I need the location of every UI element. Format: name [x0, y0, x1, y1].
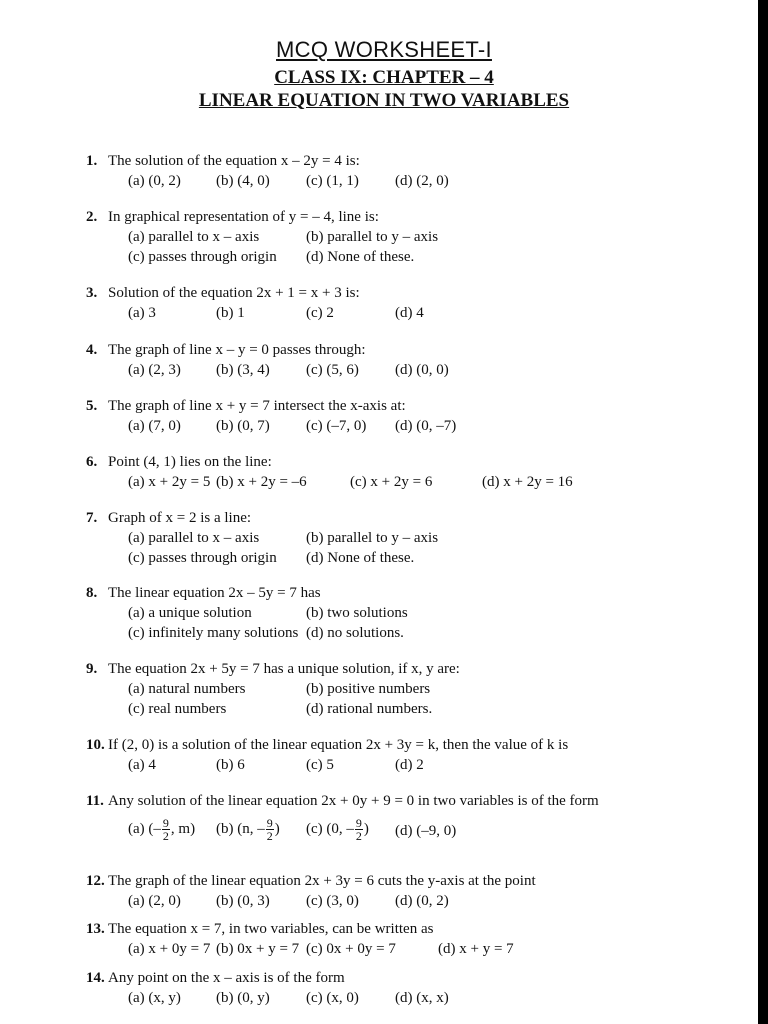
option-c: (c) real numbers: [128, 701, 227, 717]
option-d: (d) None of these.: [306, 249, 415, 265]
option-a: (a) 4: [128, 757, 156, 773]
option-b: (b) 1: [216, 305, 245, 321]
option-suffix: , m): [170, 820, 196, 837]
option-b: (b) 0x + y = 7: [216, 941, 300, 957]
question-text: The solution of the equation x – 2y = 4 is:: [108, 153, 360, 169]
option-a: (a) (0, 2): [128, 173, 181, 189]
denominator: 2: [266, 829, 273, 843]
option-label: (b) (n,: [216, 820, 258, 837]
denominator: 2: [162, 829, 169, 843]
question-2: [86, 209, 746, 265]
option-d: (d) 4: [395, 305, 424, 321]
option-a: (a) 3: [128, 305, 156, 321]
question-number: 11.: [86, 793, 104, 809]
option-a: (a) (7, 0): [128, 418, 181, 434]
question-9: [86, 661, 746, 717]
question-3: [86, 285, 746, 341]
question-6: [86, 454, 746, 510]
question-text: Any point on the x – axis is of the form: [108, 970, 345, 986]
question-number: 14.: [86, 970, 105, 986]
question-text: The equation x = 7, in two variables, can be written as: [108, 921, 434, 937]
fraction: [266, 817, 274, 842]
option-d: (d) (0, 0): [395, 362, 449, 378]
option-d: (d) x + 2y = 16: [482, 474, 573, 490]
question-text: Point (4, 1) lies on the line:: [108, 454, 272, 470]
question-number: 13.: [86, 921, 105, 937]
question-4: [86, 342, 746, 398]
option-c: (c) (–7, 0): [306, 418, 367, 434]
option-a: [128, 817, 195, 842]
question-number: 6.: [86, 454, 98, 470]
numerator: 9: [355, 816, 362, 830]
option-b: [216, 817, 280, 842]
option-c: [306, 817, 369, 842]
option-suffix: ): [363, 820, 369, 837]
denominator: 2: [355, 829, 362, 843]
numerator: 9: [162, 816, 169, 830]
option-a: (a) (x, y): [128, 990, 181, 1006]
option-c: (c) passes through origin: [128, 249, 277, 265]
option-c: (c) (x, 0): [306, 990, 359, 1006]
option-b: (b) two solutions: [306, 605, 408, 621]
question-number: 1.: [86, 153, 98, 169]
question-1: [86, 153, 746, 209]
question-13: [86, 921, 746, 977]
minus-sign: –: [257, 820, 265, 837]
option-d: (d) rational numbers.: [306, 701, 433, 717]
option-c: (c) (5, 6): [306, 362, 359, 378]
question-text: The equation 2x + 5y = 7 has a unique solution, if x, y are:: [108, 661, 460, 677]
question-number: 4.: [86, 342, 98, 358]
option-b: (b) parallel to y – axis: [306, 229, 439, 245]
option-a: (a) parallel to x – axis: [128, 530, 260, 546]
question-number: 7.: [86, 510, 98, 526]
numerator: 9: [266, 816, 273, 830]
option-b: (b) 6: [216, 757, 245, 773]
question-text: Graph of x = 2 is a line:: [108, 510, 252, 526]
question-text: Solution of the equation 2x + 1 = x + 3 is:: [108, 285, 360, 301]
minus-sign: –: [346, 820, 354, 837]
question-text: If (2, 0) is a solution of the linear equation 2x + 3y = k, then the value of k is: [108, 737, 569, 753]
option-c: (c) infinitely many solutions: [128, 625, 299, 641]
option-d: (d) (0, 2): [395, 893, 449, 909]
question-text: In graphical representation of y = – 4, line is:: [108, 209, 379, 225]
question-number: 12.: [86, 873, 105, 889]
minus-sign: –: [153, 820, 161, 837]
option-b: (b) (0, 7): [216, 418, 270, 434]
option-c: (c) passes through origin: [128, 550, 277, 566]
option-b: (b) (3, 4): [216, 362, 270, 378]
question-number: 3.: [86, 285, 98, 301]
option-b: (b) (4, 0): [216, 173, 270, 189]
question-7: [86, 510, 746, 566]
question-number: 5.: [86, 398, 98, 414]
option-a: (a) x + 2y = 5: [128, 474, 211, 490]
option-a: (a) parallel to x – axis: [128, 229, 260, 245]
worksheet-title: MCQ WORKSHEET-I: [276, 37, 492, 62]
question-text: Any solution of the linear equation 2x + 0y + 9 = 0 in two variables is of the form: [108, 793, 599, 809]
option-d: (d) (x, x): [395, 990, 449, 1006]
option-d: (d) (–9, 0): [395, 823, 457, 839]
option-b: (b) x + 2y = –6: [216, 474, 307, 490]
option-c: (c) (1, 1): [306, 173, 359, 189]
option-c: (c) 5: [306, 757, 334, 773]
option-b: (b) parallel to y – axis: [306, 530, 439, 546]
option-c: (c) (3, 0): [306, 893, 359, 909]
question-8: [86, 585, 746, 641]
option-d: (d) 2: [395, 757, 424, 773]
option-suffix: ): [274, 820, 280, 837]
question-number: 10.: [86, 737, 105, 753]
class-chapter-heading: CLASS IX: CHAPTER – 4: [274, 67, 494, 88]
question-14: [86, 970, 746, 1024]
option-a: (a) natural numbers: [128, 681, 246, 697]
option-d: (d) None of these.: [306, 550, 415, 566]
question-text: The graph of line x + y = 7 intersect the x-axis at:: [108, 398, 406, 414]
fraction: [355, 817, 363, 842]
question-text: The linear equation 2x – 5y = 7 has: [108, 585, 321, 601]
option-d: (d) (2, 0): [395, 173, 449, 189]
option-d: (d) x + y = 7: [438, 941, 514, 957]
question-5: [86, 398, 746, 454]
option-c: (c) 0x + 0y = 7: [306, 941, 396, 957]
option-label: (a) (: [128, 820, 154, 837]
option-a: (a) (2, 3): [128, 362, 181, 378]
option-d: (d) no solutions.: [306, 625, 404, 641]
option-b: (b) (0, y): [216, 990, 270, 1006]
option-a: (a) a unique solution: [128, 605, 252, 621]
question-number: 2.: [86, 209, 98, 225]
option-c: (c) x + 2y = 6: [350, 474, 433, 490]
question-10: [86, 737, 746, 793]
option-b: (b) (0, 3): [216, 893, 270, 909]
topic-heading: LINEAR EQUATION IN TWO VARIABLES: [198, 90, 570, 111]
question-text: The graph of the linear equation 2x + 3y = 6 cuts the y-axis at the point: [108, 873, 536, 889]
option-d: (d) (0, –7): [395, 418, 457, 434]
option-a: (a) x + 0y = 7: [128, 941, 211, 957]
question-11: [86, 793, 746, 857]
question-text: The graph of line x – y = 0 passes through:: [108, 342, 366, 358]
question-number: 9.: [86, 661, 98, 677]
option-a: (a) (2, 0): [128, 893, 181, 909]
question-number: 8.: [86, 585, 98, 601]
option-c: (c) 2: [306, 305, 334, 321]
fraction: [162, 817, 170, 842]
option-b: (b) positive numbers: [306, 681, 431, 697]
option-label: (c) (0,: [306, 820, 347, 837]
